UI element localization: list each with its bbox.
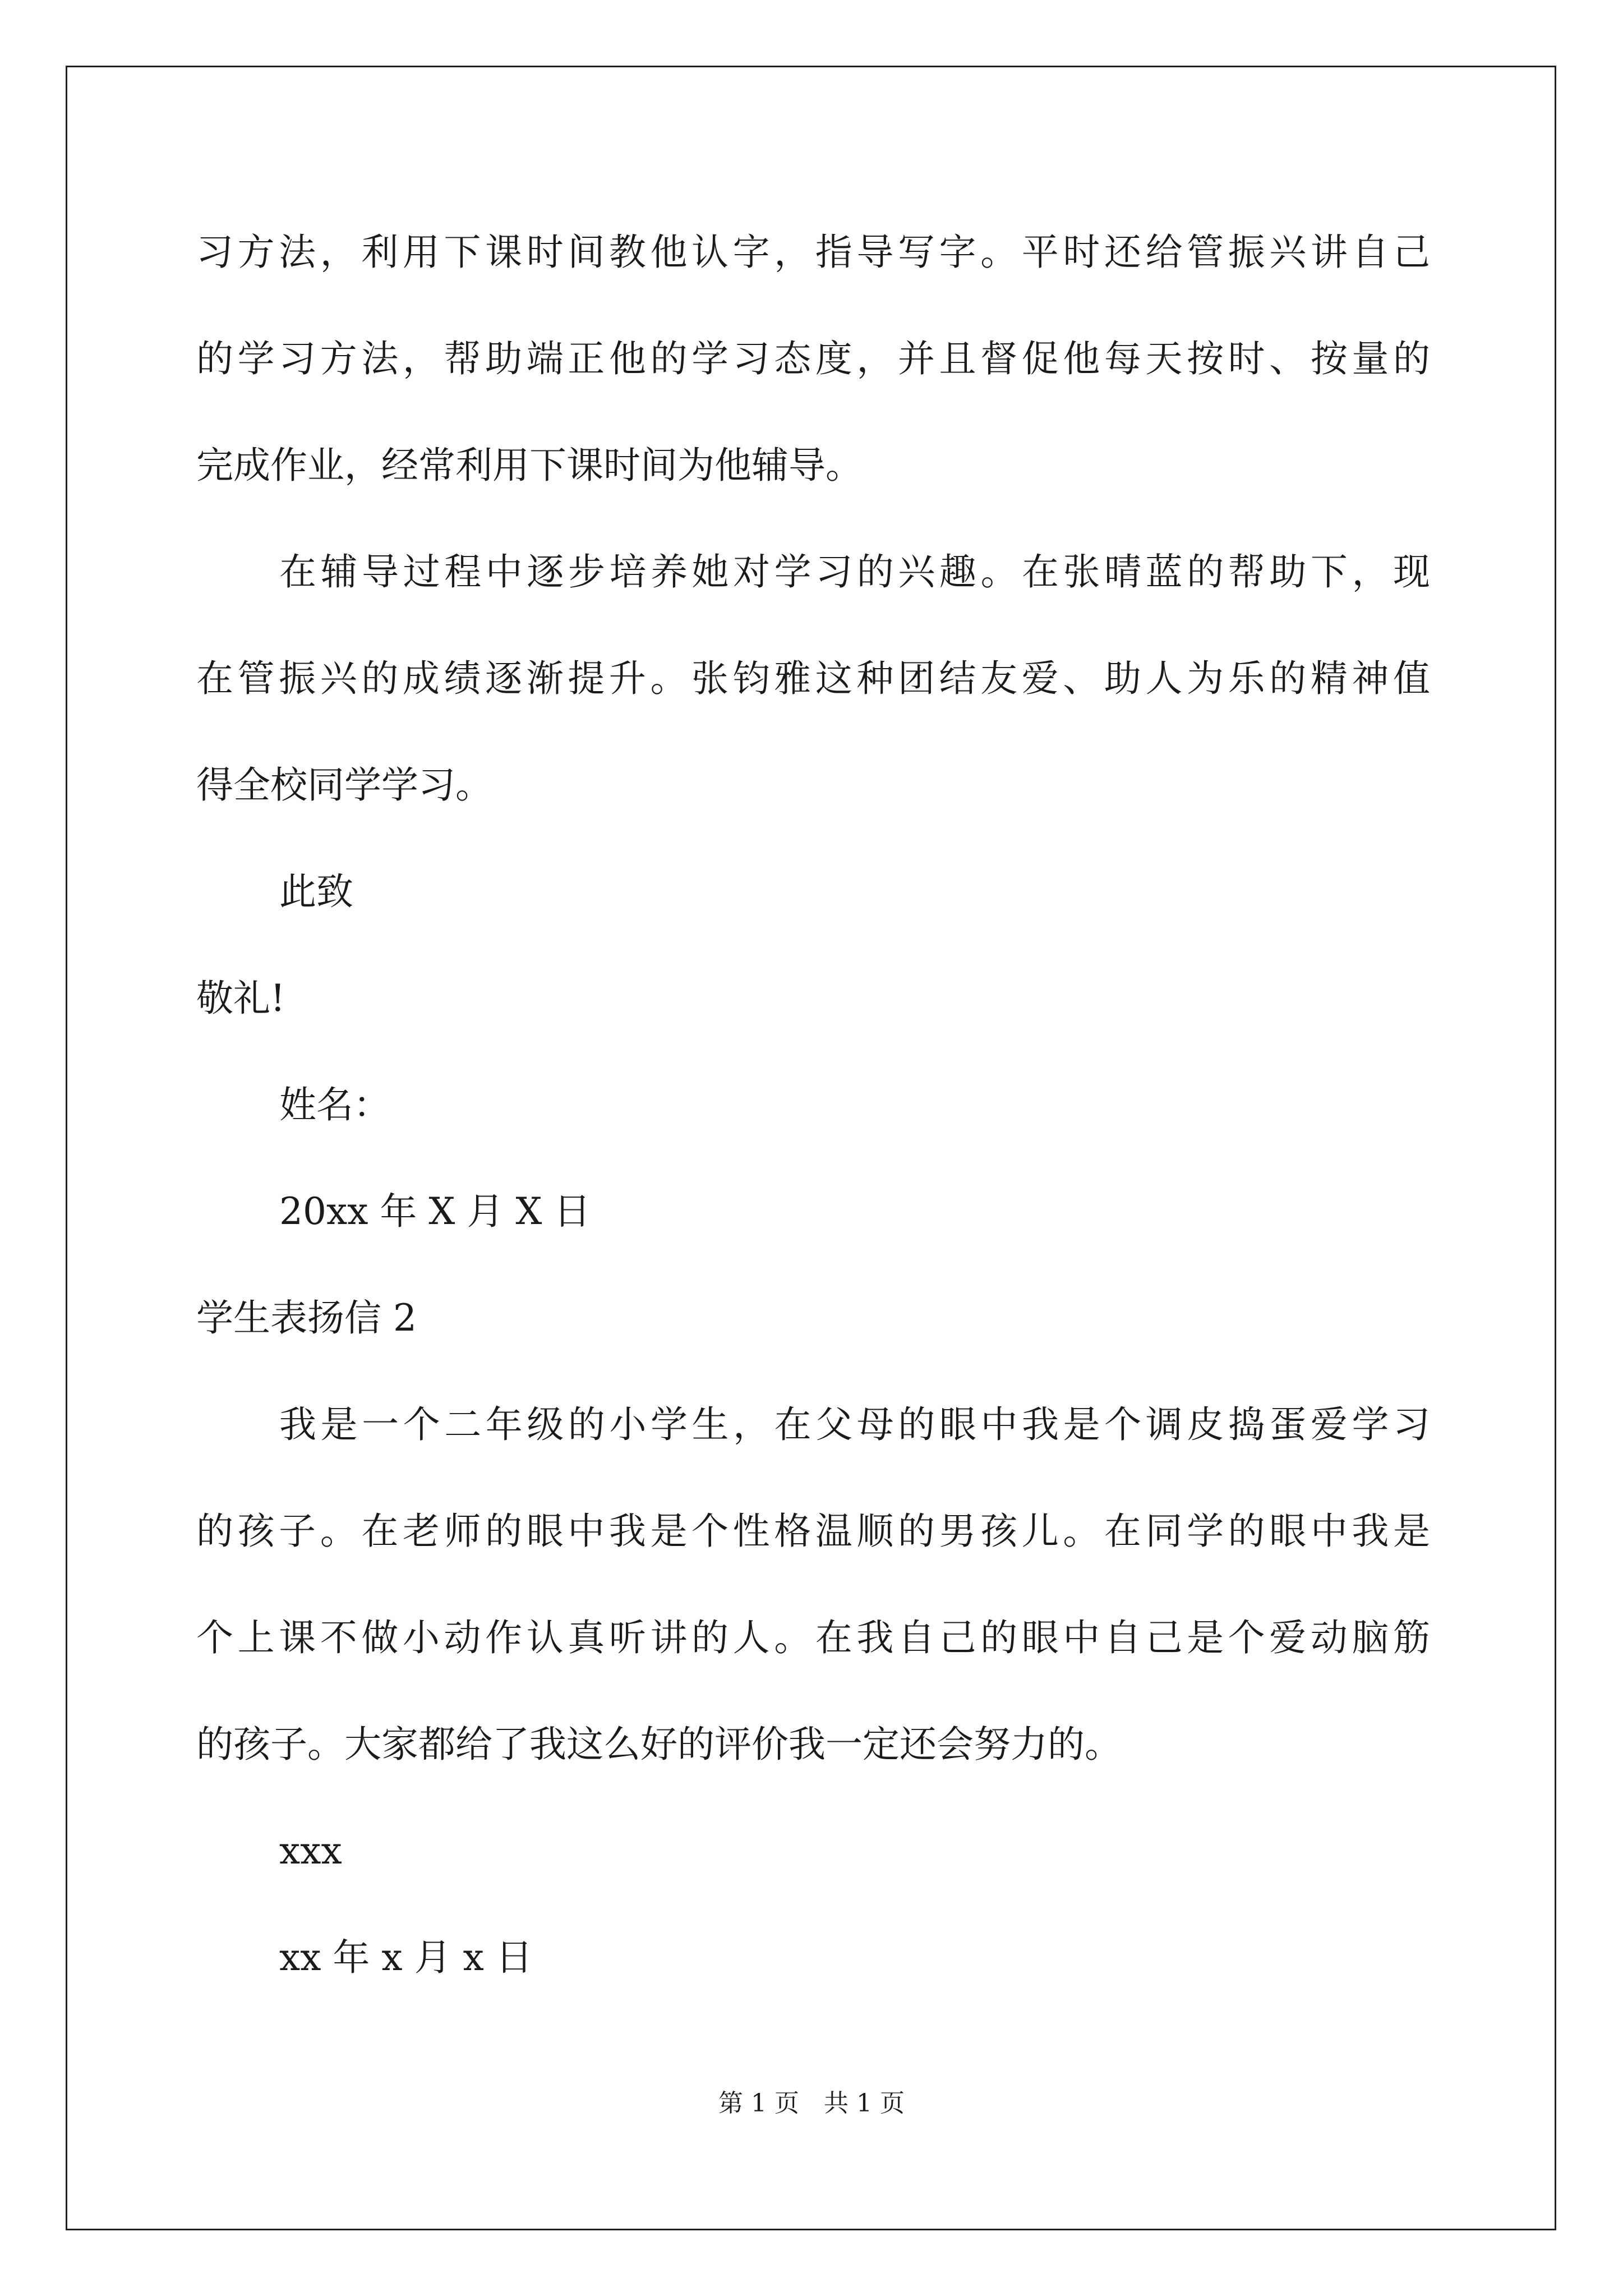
salutation-text: 此致: [279, 870, 353, 913]
text-line: 个上课不做小动作认真听讲的人。在我自己的眼中自己是个爱动脑筋: [196, 1616, 1430, 1659]
text-line: 完成作业，经常利用下课时间为他辅导。: [196, 444, 863, 487]
text-line: 在管振兴的成绩逐渐提升。张钧雅这种团结友爱、助人为乐的精神值: [196, 657, 1430, 700]
page-border: [66, 66, 1556, 2230]
page-footer: 第 1 页 共 1 页: [718, 2089, 905, 2118]
text-line: 的孩子。在老师的眼中我是个性格温顺的男孩儿。在同学的眼中我是: [196, 1510, 1430, 1553]
section-title: 学生表扬信 2: [196, 1296, 417, 1340]
signature-text: xxx: [279, 1829, 342, 1872]
closing-text: 敬礼!: [196, 977, 285, 1020]
text-line: 在辅导过程中逐步培养她对学习的兴趣。在张晴蓝的帮助下，现: [279, 550, 1430, 593]
date-line: 20xx 年 X 月 X 日: [279, 1190, 591, 1233]
date-line: xx 年 x 月 x 日: [279, 1936, 533, 1979]
text-line: 我是一个二年级的小学生，在父母的眼中我是个调皮捣蛋爱学习: [279, 1403, 1430, 1446]
text-line: 得全校同学学习。: [196, 763, 492, 807]
signature-name-label: 姓名：: [279, 1083, 390, 1126]
text-line: 的学习方法，帮助端正他的学习态度，并且督促他每天按时、按量的: [196, 337, 1430, 380]
text-line: 的孩子。大家都给了我这么好的评价我一定还会努力的。: [196, 1723, 1122, 1766]
text-line: 习方法，利用下课时间教他认字，指导写字。平时还给管振兴讲自己: [196, 231, 1430, 274]
